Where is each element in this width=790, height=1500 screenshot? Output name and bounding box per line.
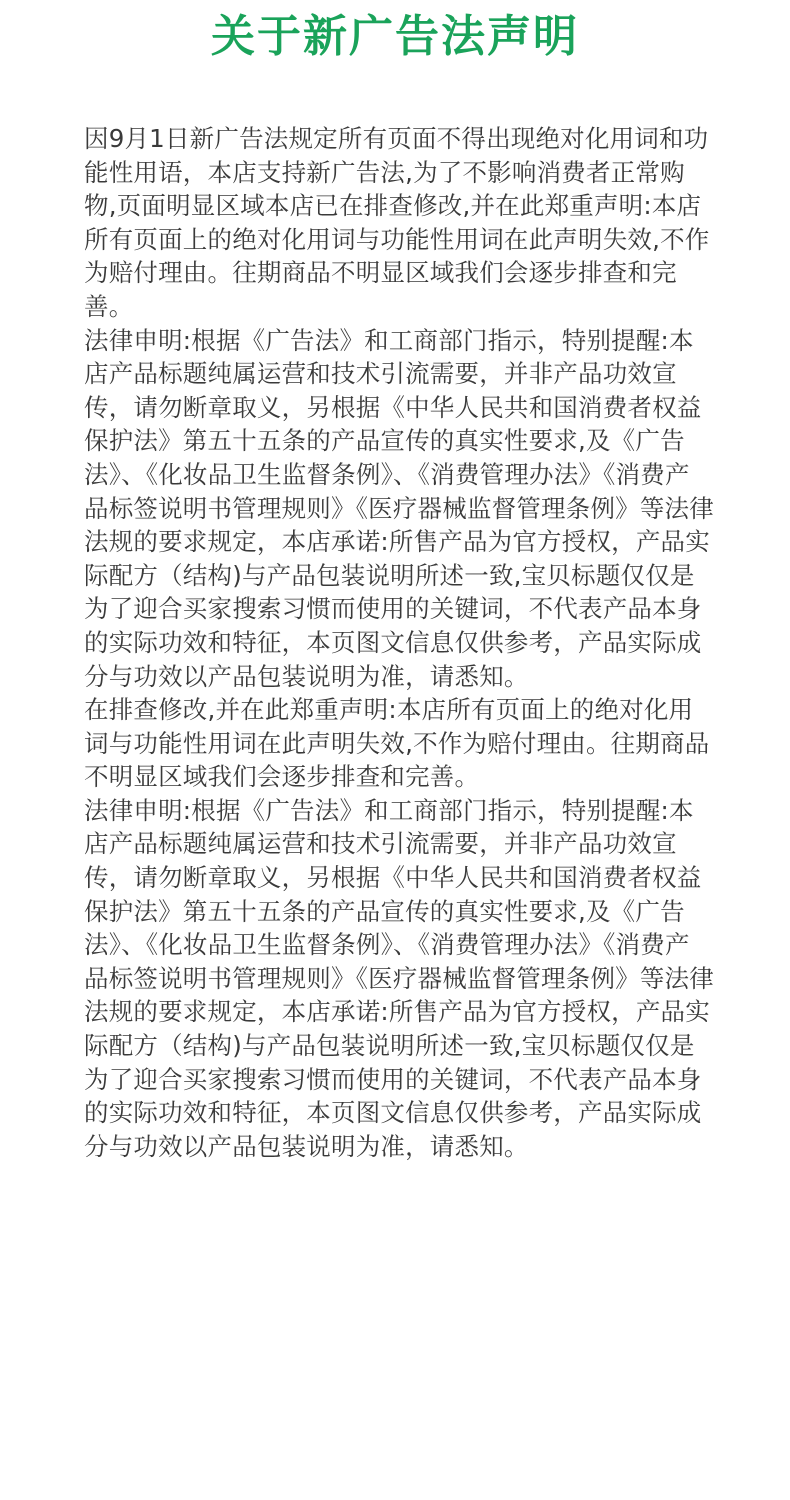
- page-title: 关于新广告法声明: [211, 11, 579, 62]
- paragraph-legal-statement-repeat: 法律申明:根据《广告法》和工商部门指示，特别提醒:本店产品标题纯属运营和技术引流需要，并非产品功效宣传，请勿断章取义，另根据《中华人民共和国消费者权益保护法》第五十五条的产品宣传的真实性要求,及《广告法》、《化妆品卫生监督条例》、《消费管理办法》《消费产品标签说明书管理规则》《医疗器械监督管理条例》等法律法规的要求规定，本店承诺:所售产品为官方授权，产品实际配方（结构)与产品包装说明所述一致,宝贝标题仅仅是为了迎合买家搜索习惯而使用的关键词，不代表产品本身的实际功效和特征，本页图文信息仅供参考，产品实际成分与功效以产品包装说明为准，请悉知。: [84, 795, 714, 1161]
- paragraph-correction-statement: 在排查修改,并在此郑重声明:本店所有页面上的绝对化用词与功能性用词在此声明失效,不作为赔付理由。往期商品不明显区域我们会逐步排查和完善。: [84, 695, 710, 792]
- paragraph-legal-statement: 法律申明:根据《广告法》和工商部门指示，特别提醒:本店产品标题纯属运营和技术引流需要，并非产品功效宣传，请勿断章取义，另根据《中华人民共和国消费者权益保护法》第五十五条的产品宣传的真实性要求,及《广告法》、《化妆品卫生监督条例》、《消费管理办法》《消费产品标签说明书管理规则》《医疗器械监督管理条例》等法律法规的要求规定，本店承诺:所售产品为官方授权，产品实际配方（结构)与产品包装说明所述一致,宝贝标题仅仅是为了迎合买家搜索习惯而使用的关键词，不代表产品本身的实际功效和特征，本页图文信息仅供参考，产品实际成分与功效以产品包装说明为准，请悉知。: [84, 325, 714, 691]
- paragraph-advertising-law-notice: 因9月1日新广告法规定所有页面不得出现绝对化用词和功能性用语，本店支持新广告法,为了不影响消费者正常购物,页面明显区域本店已在排查修改,并在此郑重声明:本店所有页面上的绝对化用词与功能性用词在此声明失效,不作为赔付理由。往期商品不明显区域我们会逐步排查和完善。: [84, 124, 710, 321]
- statement-body: [84, 122, 714, 1163]
